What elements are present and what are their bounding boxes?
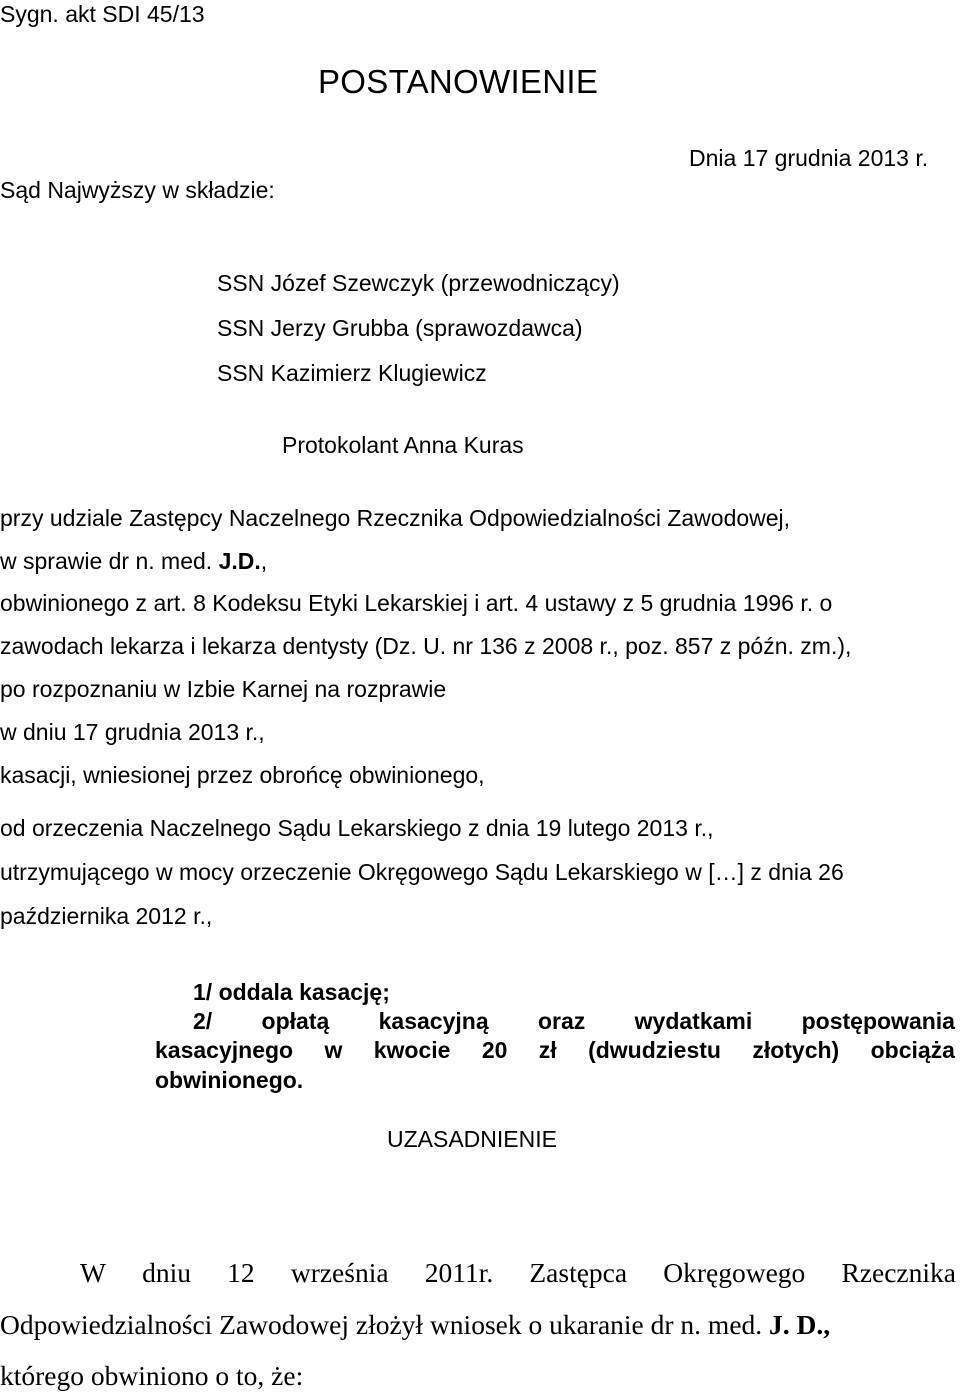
- justification-line-1: [80, 1256, 956, 1289]
- word: Zastępca: [529, 1257, 628, 1288]
- decision-point-2-line-1: [193, 1008, 955, 1036]
- judge-member: SSN Kazimierz Klugiewicz: [217, 360, 487, 386]
- word: (dwudziestu: [588, 1037, 721, 1063]
- court-composition-label: Sąd Najwyższy w składzie:: [0, 177, 275, 203]
- court-clerk: Protokolant Anna Kuras: [282, 432, 524, 458]
- word: postępowania: [801, 1008, 955, 1034]
- justification-line-2-text: Odpowiedzialności Zawodowej złożył wniosek o ukaranie dr n. med.: [0, 1309, 763, 1340]
- word: oraz: [537, 1008, 586, 1034]
- case-suffix: ,: [260, 548, 268, 574]
- word: września: [290, 1257, 389, 1288]
- participation-line: przy udziale Zastępcy Naczelnego Rzecznika Odpowiedzialności Zawodowej,: [0, 505, 791, 531]
- word: kasacyjną: [378, 1008, 489, 1034]
- case-signature: Sygn. akt SDI 45/13: [0, 1, 205, 27]
- word: w: [324, 1037, 343, 1063]
- word: kwocie: [373, 1037, 451, 1063]
- decision-point-2-line-3: obwinionego.: [155, 1067, 304, 1093]
- word: zł: [538, 1037, 557, 1063]
- word: Rzecznika: [841, 1257, 956, 1288]
- ruling-from-line: od orzeczenia Naczelnego Sądu Lekarskiego z dnia 19 lutego 2013 r.,: [0, 815, 714, 841]
- word: kasacyjnego: [155, 1037, 294, 1063]
- justification-heading: UZASADNIENIE: [387, 1126, 557, 1152]
- judge-presiding: SSN Józef Szewczyk (przewodniczący): [217, 270, 620, 296]
- document-title: POSTANOWIENIE: [318, 63, 599, 100]
- word: 12: [227, 1257, 255, 1288]
- justification-line-2: [0, 1308, 830, 1341]
- upholding-line-1: utrzymującego w mocy orzeczenie Okręgowego Sądu Lekarskiego w […] z dnia 26: [0, 859, 844, 885]
- decision-date: Dnia 17 grudnia 2013 r.: [689, 145, 929, 171]
- hearing-date-line: w dniu 17 grudnia 2013 r.,: [0, 719, 265, 745]
- decision-point-1: 1/ oddala kasację;: [193, 979, 390, 1005]
- upholding-line-2: października 2012 r.,: [0, 903, 213, 929]
- word: W: [80, 1257, 106, 1288]
- justification-person: J. D.,: [769, 1309, 831, 1340]
- word: opłatą: [261, 1008, 330, 1034]
- decision-point-2-line-2: [155, 1037, 955, 1065]
- word: 2011r.: [424, 1257, 494, 1288]
- word: Okręgowego: [663, 1257, 806, 1288]
- case-prefix: w sprawie dr n. med.: [0, 548, 219, 574]
- case-person: J.D.: [218, 548, 261, 574]
- word: 20: [481, 1037, 508, 1063]
- word: złotych): [752, 1037, 840, 1063]
- word: dniu: [142, 1257, 192, 1288]
- word: 2/: [193, 1008, 213, 1034]
- justification-line-3: którego obwiniono o to, że:: [0, 1360, 304, 1391]
- case-line: [0, 548, 267, 576]
- hearing-line: po rozpoznaniu w Izbie Karnej na rozprawie: [0, 676, 447, 702]
- appeal-line: kasacji, wniesionej przez obrońcę obwinionego,: [0, 762, 485, 788]
- accused-line-1: obwinionego z art. 8 Kodeksu Etyki Lekarskiej i art. 4 ustawy z 5 grudnia 1996 r. o: [0, 590, 833, 616]
- word: wydatkami: [634, 1008, 753, 1034]
- judge-rapporteur: SSN Jerzy Grubba (sprawozdawca): [217, 315, 583, 341]
- word: obciąża: [870, 1037, 955, 1063]
- accused-line-2: zawodach lekarza i lekarza dentysty (Dz. U. nr 136 z 2008 r., poz. 857 z późn. zm.),: [0, 633, 852, 659]
